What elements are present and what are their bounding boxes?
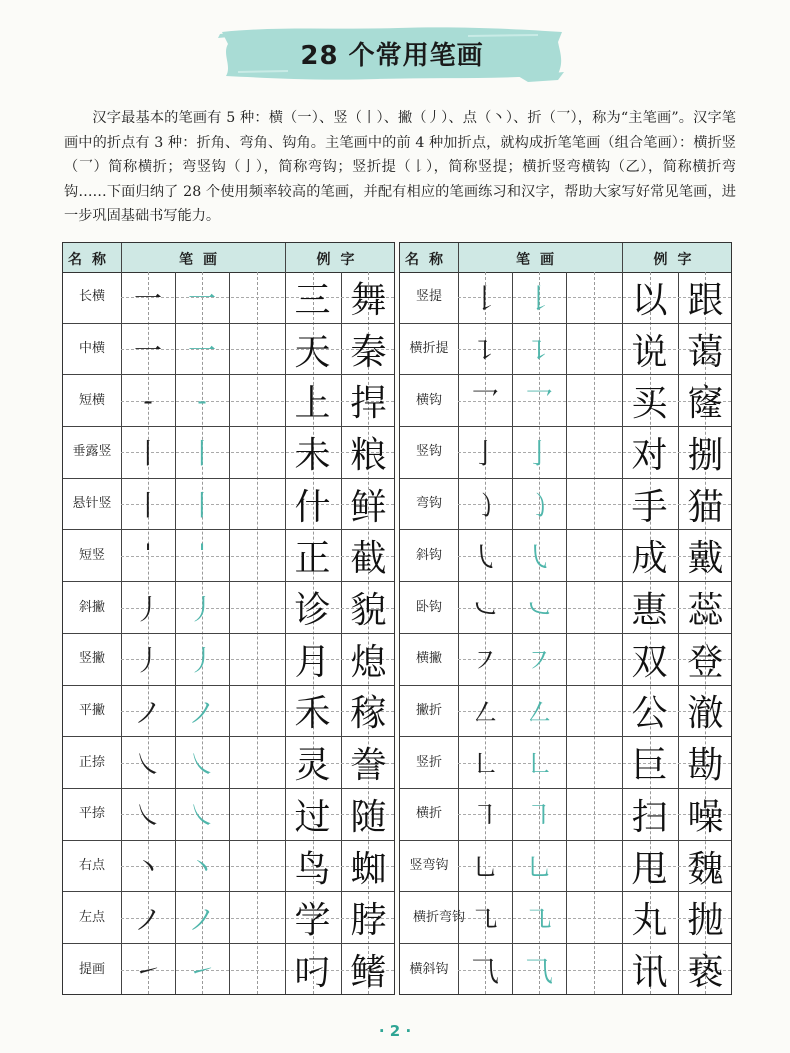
example-char: 上 [294, 383, 331, 425]
stroke-trace: 丿 [187, 592, 216, 626]
stroke-sample: ㇃ [470, 592, 499, 626]
stroke-name: 中横 [78, 341, 105, 357]
stroke-trace: ノ [187, 902, 216, 936]
stroke-sample: ㇁ [470, 489, 499, 523]
header-name: 名称 [405, 252, 453, 268]
stroke-sample: 丿 [133, 644, 162, 678]
example-char: 叼 [294, 952, 331, 994]
stroke-sample: ㇗ [470, 747, 499, 781]
stroke-trace: 丨 [187, 437, 216, 471]
stroke-name: 横折 [415, 806, 442, 822]
example-char: 秦 [350, 331, 387, 373]
stroke-trace: ㇜ [524, 695, 553, 729]
stroke-name: 平捺 [78, 806, 105, 822]
stroke-trace: ㇗ [524, 747, 553, 781]
stroke-sample: ㇟ [470, 851, 499, 885]
example-char: 截 [350, 538, 387, 580]
table-row [63, 272, 394, 324]
example-char: 抛 [687, 900, 724, 942]
example-char: 窿 [687, 383, 724, 425]
stroke-trace: ㇃ [524, 592, 553, 626]
example-char: 脖 [350, 900, 387, 942]
table-row [400, 634, 731, 686]
stroke-trace: ㇀ [187, 954, 216, 988]
example-char: 澈 [687, 693, 724, 735]
example-char: 戴 [687, 538, 724, 580]
stroke-sample: 丿 [133, 592, 162, 626]
table-row [400, 686, 731, 738]
table-rows [400, 272, 731, 994]
stroke-sample: ㇏ [133, 799, 162, 833]
stroke-name: 竖撇 [78, 651, 105, 667]
stroke-name: 横折弯钩 [412, 909, 465, 925]
stroke-sample: - [143, 384, 153, 418]
example-char: 月 [294, 641, 331, 683]
table-row [63, 892, 394, 944]
stroke-name: 悬针竖 [72, 496, 112, 512]
stroke-table-right [399, 242, 732, 995]
example-char: 扫 [631, 796, 668, 838]
stroke-name: 弯钩 [415, 496, 442, 512]
stroke-sample: ノ [133, 902, 162, 936]
stroke-sample: 亅 [470, 437, 499, 471]
example-char: 双 [631, 641, 668, 683]
table-row [400, 737, 731, 789]
stroke-sample: ノ [133, 695, 162, 729]
stroke-sample: ㇏ [133, 747, 162, 781]
example-char: 手 [631, 486, 668, 528]
table-row [400, 944, 731, 996]
example-char: 巨 [631, 745, 668, 787]
example-char: 丸 [631, 900, 668, 942]
example-char: 以 [631, 279, 668, 321]
header-stroke: 笔画 [179, 252, 227, 268]
stroke-sample: 一 [133, 334, 162, 368]
table-row [63, 375, 394, 427]
stroke-name: 卧钩 [415, 599, 442, 615]
stroke-trace: 丨 [187, 489, 216, 523]
table-row [63, 686, 394, 738]
stroke-sample: ˈ [144, 539, 152, 573]
stroke-trace: ノ [187, 695, 216, 729]
stroke-sample: ⺄ [470, 954, 499, 988]
stroke-trace: ⺄ [524, 954, 553, 988]
table-row [400, 582, 731, 634]
example-char: 捌 [687, 434, 724, 476]
table-header [63, 243, 394, 273]
stroke-trace: 丿 [187, 644, 216, 678]
example-char: 鳍 [350, 952, 387, 994]
header-stroke: 笔画 [516, 252, 564, 268]
stroke-trace: ㇏ [187, 747, 216, 781]
stroke-sample: ㇂ [470, 540, 499, 574]
stroke-name: 右点 [78, 858, 105, 874]
example-char: 讯 [631, 952, 668, 994]
intro-paragraph: 汉字最基本的笔画有 5 种：横（一）、竖（丨）、撇（丿）、点（丶）、折（乛），称为“主笔画”。汉字笔画中的折点有 3 种：折角、弯角、钩角。主笔画中的前 4 种加折点，就构成折笔笔画（组合笔画）：横折竖（乛）简称横折；弯竖钩（亅），简称弯钩；竖折提（𠄌），简称竖提；横折竖弯横钩（乙），简称横折弯钩……下面归纳了 28 个使用频率较高的笔画，并配有相应的笔画练习和汉字，帮助大家写好常见笔画，进一步巩固基础书写能力。 [64, 110, 736, 224]
example-char: 诊 [294, 590, 331, 632]
stroke-trace: ㇈ [524, 902, 553, 936]
example-char: 惠 [631, 590, 668, 632]
example-char: 天 [294, 331, 331, 373]
example-char: 公 [631, 693, 668, 735]
header-examples: 例字 [316, 252, 365, 268]
stroke-name: 提画 [78, 961, 105, 977]
example-char: 对 [631, 434, 668, 476]
example-char: 随 [350, 796, 387, 838]
example-char: 貌 [350, 590, 387, 632]
stroke-sample: ㇜ [470, 695, 499, 729]
stroke-trace: ㇂ [524, 540, 553, 574]
example-char: 什 [294, 486, 331, 528]
table-row [400, 427, 731, 479]
example-char: 过 [294, 796, 331, 838]
stroke-sample: ㇀ [133, 954, 162, 988]
stroke-trace: ㇏ [187, 799, 216, 833]
example-char: 成 [631, 538, 668, 580]
stroke-name: 横撇 [415, 651, 442, 667]
example-char: 三 [294, 279, 331, 321]
table-row [63, 427, 394, 479]
table-row [400, 272, 731, 324]
stroke-name: 长横 [78, 289, 105, 305]
example-char: 未 [294, 434, 331, 476]
table-row [400, 892, 731, 944]
example-char: 登 [687, 641, 724, 683]
table-row [400, 479, 731, 531]
example-char: 灵 [294, 745, 331, 787]
stroke-name: 竖提 [415, 289, 442, 305]
example-char: 噪 [687, 796, 724, 838]
example-char: 魏 [687, 848, 724, 890]
table-rows [63, 272, 394, 994]
example-char: 蔼 [687, 331, 724, 373]
stroke-name: 短竖 [78, 547, 105, 563]
stroke-sample: 𠄌 [470, 282, 499, 316]
stroke-sample: 丨 [133, 437, 162, 471]
example-char: 誊 [350, 745, 387, 787]
stroke-trace: ㇕ [524, 799, 553, 833]
stroke-trace: - [197, 384, 207, 418]
example-char: 稼 [350, 693, 387, 735]
table-header [400, 243, 731, 273]
stroke-sample: ㇊ [470, 334, 499, 368]
table-row [63, 582, 394, 634]
stroke-name: 横钩 [415, 392, 442, 408]
stroke-trace: ㇟ [524, 851, 553, 885]
example-char: 猫 [687, 486, 724, 528]
table-row [400, 324, 731, 376]
table-row [63, 789, 394, 841]
stroke-name: 斜撇 [78, 599, 105, 615]
page-title: 28 个常用笔画 [300, 41, 484, 71]
stroke-name: 横折提 [409, 341, 449, 357]
example-char: 蕊 [687, 590, 724, 632]
stroke-sample: ㇇ [470, 644, 499, 678]
stroke-name: 竖弯钩 [409, 858, 449, 874]
table-row [400, 531, 731, 583]
example-char: 买 [631, 383, 668, 425]
stroke-name: 横斜钩 [409, 961, 449, 977]
table-row [63, 737, 394, 789]
stroke-trace: ㇁ [524, 489, 553, 523]
example-char: 禾 [294, 693, 331, 735]
stroke-table-left [62, 242, 395, 995]
table-row [63, 531, 394, 583]
stroke-trace: 亅 [524, 437, 553, 471]
stroke-name: 短横 [78, 392, 105, 408]
stroke-trace: 一 [187, 282, 216, 316]
example-char: 蜘 [350, 848, 387, 890]
stroke-trace: 𠄌 [524, 282, 553, 316]
stroke-name: 平撇 [78, 702, 105, 718]
stroke-name: 竖折 [415, 754, 442, 770]
table-row [63, 479, 394, 531]
example-char: 鸟 [294, 848, 331, 890]
stroke-name: 正捺 [78, 754, 105, 770]
example-char: 学 [294, 900, 331, 942]
stroke-trace: 乛 [524, 385, 553, 419]
table-row [63, 944, 394, 996]
stroke-trace: ㇇ [524, 644, 553, 678]
table-row [63, 634, 394, 686]
example-char: 粮 [350, 434, 387, 476]
header-name: 名称 [68, 252, 116, 268]
example-char: 鲜 [350, 486, 387, 528]
stroke-name: 撇折 [415, 702, 442, 718]
example-char: 说 [631, 331, 668, 373]
table-row [63, 841, 394, 893]
stroke-sample: 丨 [133, 489, 162, 523]
example-char: 熄 [350, 641, 387, 683]
example-char: 舞 [350, 279, 387, 321]
stroke-sample: ㇈ [470, 902, 499, 936]
table-row [400, 789, 731, 841]
table-row [63, 324, 394, 376]
example-char: 勘 [687, 745, 724, 787]
table-row [400, 375, 731, 427]
example-char: 跟 [687, 279, 724, 321]
stroke-name: 竖钩 [415, 444, 442, 460]
stroke-name: 垂露竖 [72, 444, 112, 460]
stroke-name: 左点 [78, 909, 105, 925]
stroke-trace: 一 [187, 334, 216, 368]
stroke-sample: ㇕ [470, 799, 499, 833]
example-char: 甩 [631, 848, 668, 890]
stroke-sample: 丶 [133, 851, 162, 885]
header-examples: 例字 [653, 252, 702, 268]
title-banner [218, 22, 566, 84]
stroke-sample: 一 [133, 282, 162, 316]
page-number: · 2 · [378, 1022, 412, 1040]
example-char: 捍 [350, 383, 387, 425]
stroke-trace: ㇊ [524, 334, 553, 368]
example-char: 正 [294, 538, 331, 580]
stroke-name: 斜钩 [415, 547, 442, 563]
stroke-trace: ˈ [198, 539, 206, 573]
table-row [400, 841, 731, 893]
stroke-sample: 乛 [470, 385, 499, 419]
example-char: 亵 [687, 952, 724, 994]
stroke-trace: 丶 [187, 851, 216, 885]
